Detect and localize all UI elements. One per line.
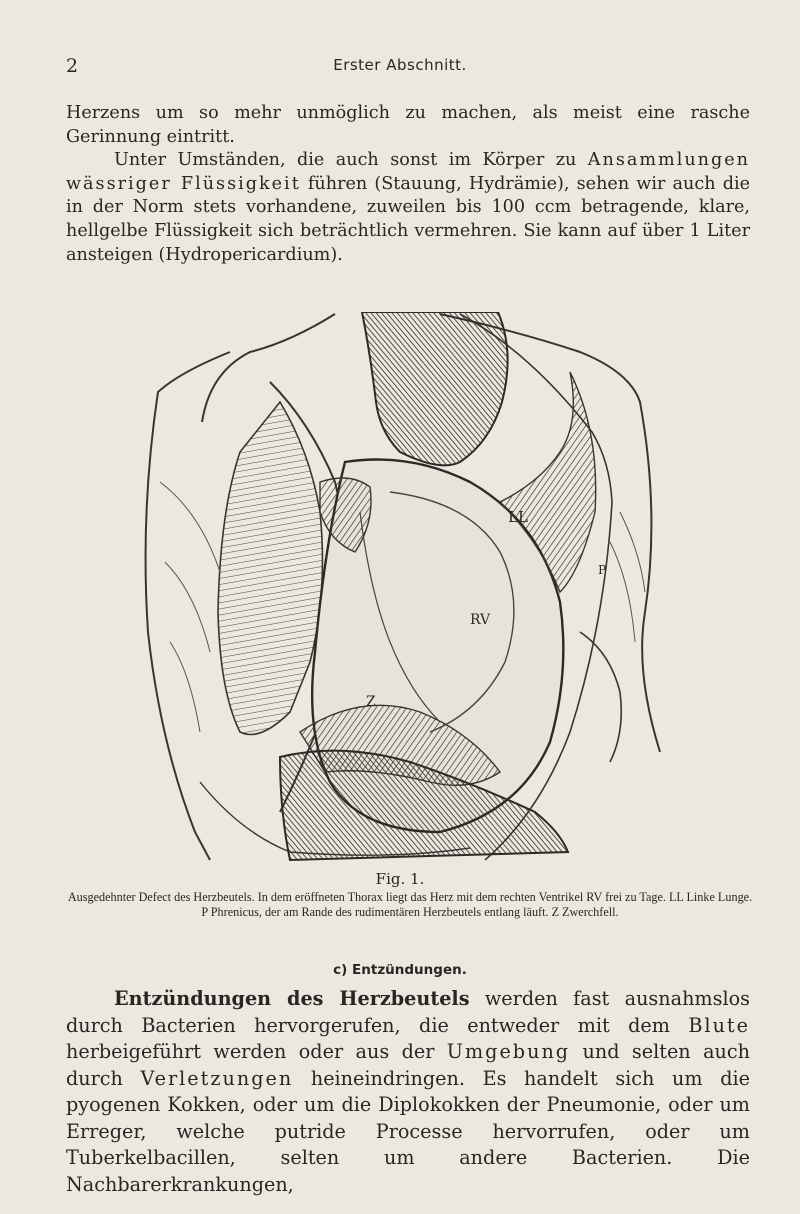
label-p: P <box>598 563 607 577</box>
bold-lead: Entzündungen des Herzbeutels <box>114 987 470 1010</box>
spaced-term: Umgebung <box>446 1040 571 1063</box>
spaced-term: Verletzungen <box>140 1066 294 1090</box>
text-span: Unter Umständen, die auch sonst im Körper zu <box>114 150 588 171</box>
body-paragraph-1 <box>66 102 750 267</box>
text-span: herbeigeführt werden oder aus der <box>66 1040 447 1063</box>
figure-label: Fig. 1. <box>375 870 425 888</box>
anatomical-illustration <box>140 312 670 864</box>
figure-drawing <box>146 312 660 860</box>
body-paragraph-2 <box>66 986 750 1198</box>
text-line: Herzens um so mehr unmöglich zu machen, als meist eine rasche Gerinnung eintritt. <box>66 103 750 147</box>
label-z: Z <box>366 694 376 710</box>
text-span: führen (Stauung, Hydrämie), sehen wir auch die in der Norm stets vorhandene, zuweilen bis 100 ccm betragende, klare, hellgelbe Flüssigkeit sich beträchtlich vermehren. Sie kann auf über 1 Liter ansteigen (Hydropericardium). <box>66 173 750 265</box>
text-span: und selten auch durch <box>66 1040 750 1090</box>
text-paragraph <box>66 149 750 267</box>
spaced-term: Blute <box>688 1013 750 1037</box>
page-number: 2 <box>66 55 79 77</box>
section-heading: c) Entzündungen. <box>333 962 467 978</box>
label-rv: RV <box>470 612 491 628</box>
running-head: Erster Abschnitt. <box>333 56 467 74</box>
text-span: werden fast ausnahmslos durch Bacterien hervorgerufen, die entweder mit dem <box>66 987 751 1037</box>
spaced-term: Ansammlungen wässriger Flüssigkeit <box>66 150 750 194</box>
text-span: heineindringen. Es handelt sich um die pyogenen Kokken, oder um die Diplokokken der Pneumonie, oder um Erreger, welche putride Processe hervorrufen, oder um Tuberkelbacillen, selten um andere Bacterien. Die Nachbarerkrankungen, <box>66 1066 750 1196</box>
text-paragraph <box>66 986 750 1198</box>
figure-caption: Ausgedehnter Defect des Herzbeutels. In dem eröffneten Thorax liegt das Herz mit dem rechten Ventrikel RV frei zu Tage. LL Linke Lunge. P Phrenicus, der am Rande des rudimentären Herzbeutels entlang läuft. Z Zwerchfell. <box>67 890 753 919</box>
label-ll: LL <box>508 508 528 526</box>
